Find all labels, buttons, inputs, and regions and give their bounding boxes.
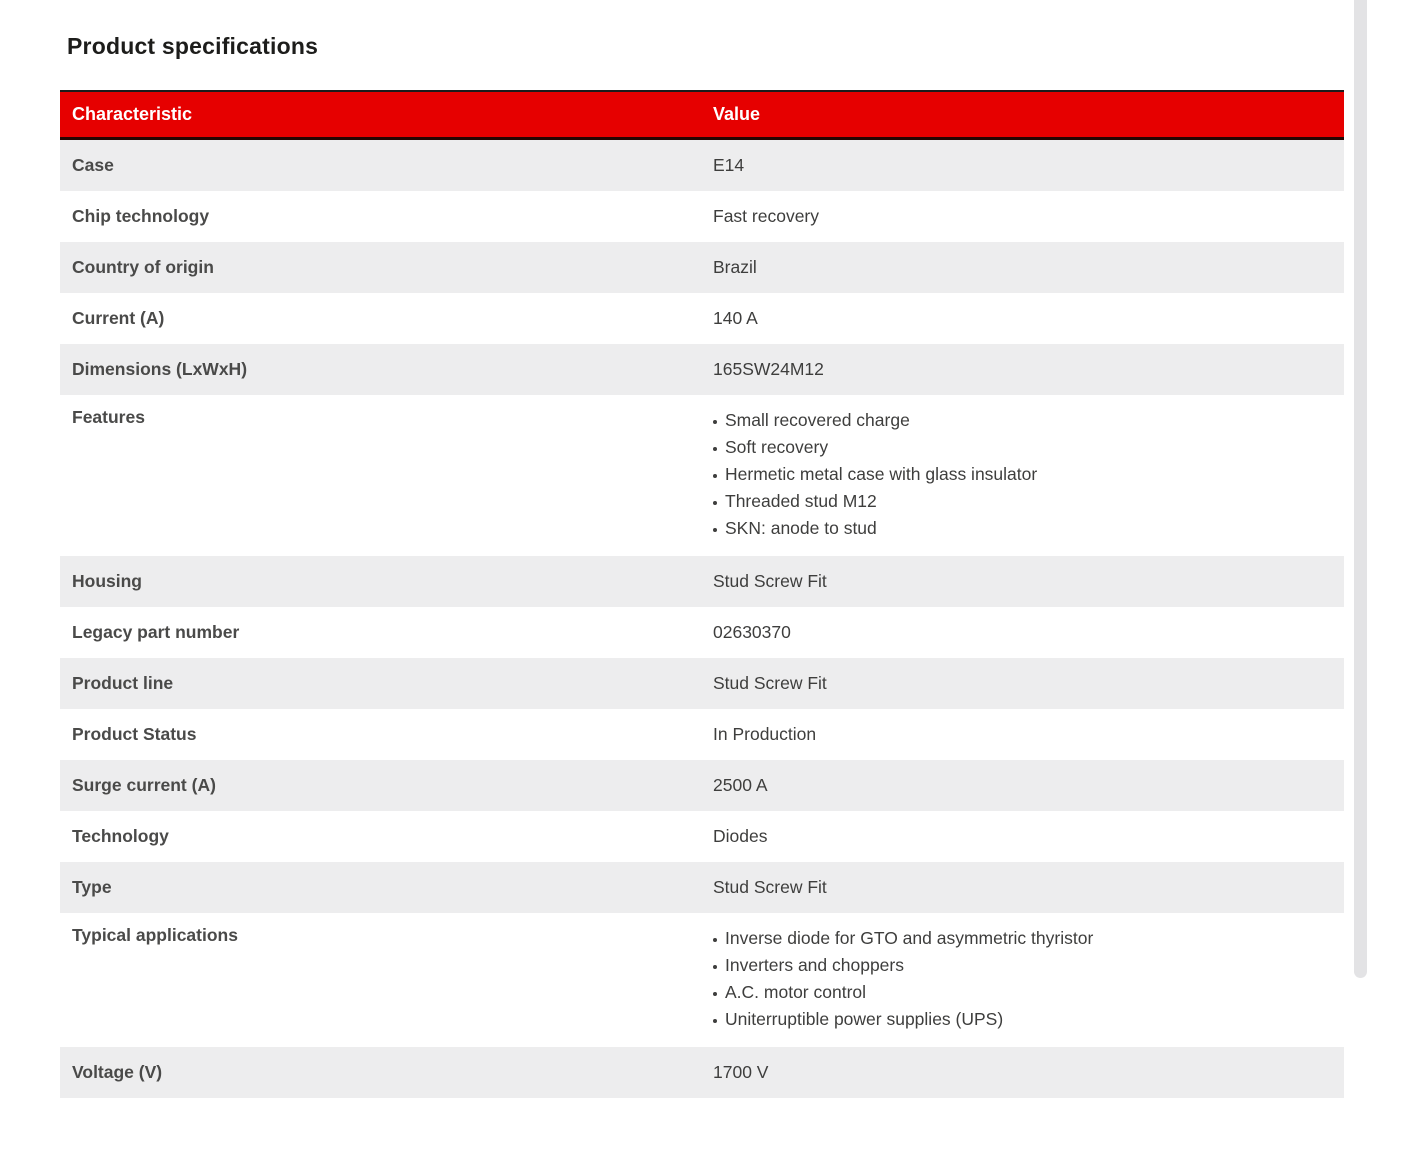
row-value: Stud Screw Fit [713,571,827,591]
row-label: Legacy part number [72,622,240,642]
bullet-item [713,434,1344,461]
bullet-item [713,461,1344,488]
row-label: Type [72,877,112,897]
row-value: Stud Screw Fit [713,877,827,897]
bullet-text: SKN: anode to stud [725,518,877,538]
bullet-item [713,515,1344,542]
row-label: Product Status [72,724,197,744]
bullet-icon [713,938,717,942]
table-row [60,658,1344,709]
table-row [60,913,1344,1047]
row-value [713,925,1344,1033]
bullet-text: Hermetic metal case with glass insulator [725,464,1038,484]
row-label: Case [72,155,114,175]
row-label: Technology [72,826,169,846]
vertical-scrollbar-thumb[interactable] [1354,0,1367,978]
row-label: Dimensions (LxWxH) [72,359,248,379]
row-value: Diodes [713,826,768,846]
table-body [60,140,1344,1098]
row-label: Country of origin [72,257,214,277]
row-value: 165SW24M12 [713,359,824,379]
row-value: Brazil [713,257,757,277]
table-row [60,395,1344,556]
column-header-value: Value [713,104,761,124]
bullet-icon [713,1019,717,1023]
row-label: Features [72,407,145,427]
bullet-item [713,1006,1344,1033]
column-header-characteristic: Characteristic [72,104,193,124]
bullet-item [713,952,1344,979]
row-value: 1700 V [713,1062,769,1082]
row-label: Product line [72,673,174,693]
bullet-text: Threaded stud M12 [725,491,877,511]
bullet-icon [713,528,717,532]
table-row [60,607,1344,658]
bullet-text: Small recovered charge [725,410,910,430]
table-row [60,344,1344,395]
row-value: 02630370 [713,622,791,642]
bullet-text: Soft recovery [725,437,829,457]
row-label: Typical applications [72,925,238,945]
row-label: Surge current (A) [72,775,216,795]
bullet-icon [713,474,717,478]
row-value: E14 [713,155,745,175]
row-value: In Production [713,724,817,744]
row-value: 140 A [713,308,758,328]
row-value: Fast recovery [713,206,819,226]
bullet-icon [713,420,717,424]
table-row [60,709,1344,760]
table-row [60,140,1344,191]
bullet-text: A.C. motor control [725,982,867,1002]
table-row [60,293,1344,344]
table-row [60,862,1344,913]
bullet-icon [713,501,717,505]
table-row [60,556,1344,607]
row-value: Stud Screw Fit [713,673,827,693]
bullet-item [713,925,1344,952]
row-label: Voltage (V) [72,1062,163,1082]
bullet-item [713,407,1344,434]
table-row [60,760,1344,811]
bullet-item [713,979,1344,1006]
row-value [713,407,1344,542]
page-title: Product specifications [67,33,319,59]
bullet-text: Inverters and choppers [725,955,904,975]
bullet-icon [713,992,717,996]
table-row [60,1047,1344,1098]
row-label: Chip technology [72,206,210,226]
bullet-icon [713,447,717,451]
table-row [60,811,1344,862]
row-label: Housing [72,571,142,591]
spec-table [60,90,1344,1098]
bullet-item [713,488,1344,515]
bullet-text: Inverse diode for GTO and asymmetric thyristor [725,928,1094,948]
bullet-text: Uniterruptible power supplies (UPS) [725,1009,1004,1029]
bullet-icon [713,965,717,969]
table-header-row [60,90,1344,140]
row-label: Current (A) [72,308,165,328]
row-value: 2500 A [713,775,768,795]
table-row [60,191,1344,242]
table-row [60,242,1344,293]
